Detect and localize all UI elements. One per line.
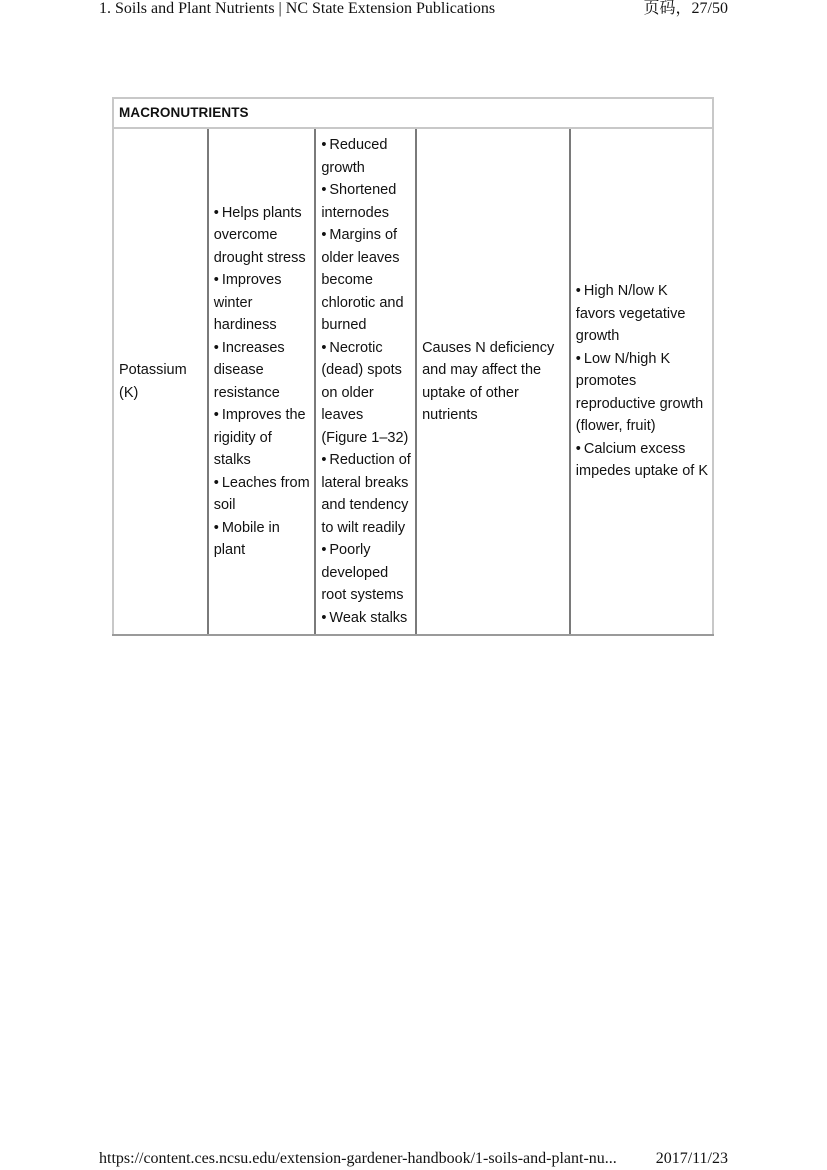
list-item-text: High N/low K favors vegetative growth	[575, 283, 686, 345]
list-item-text: Calcium excess impedes uptake of K	[575, 440, 708, 480]
print-footer	[99, 1150, 728, 1170]
list-item	[321, 337, 411, 450]
bullet-icon: •	[575, 440, 581, 457]
list-item	[214, 269, 311, 337]
deficiency-symptoms-list	[321, 134, 411, 629]
nutrient-table	[112, 97, 714, 636]
deficiency-symptoms-cell	[315, 128, 416, 635]
bullet-icon: •	[213, 339, 219, 356]
bullet-icon: •	[213, 204, 219, 221]
list-item-text: Weak stalks	[329, 609, 408, 626]
notes-list	[576, 280, 708, 483]
bullet-icon: •	[213, 407, 219, 423]
list-item	[214, 202, 311, 270]
bullet-icon: •	[321, 452, 327, 468]
list-item	[576, 280, 708, 348]
list-item	[214, 404, 311, 472]
bullet-icon: •	[213, 272, 219, 288]
bullet-icon: •	[321, 137, 327, 153]
list-item	[321, 607, 411, 630]
list-item-text: Margins of older leaves become chlorotic and burned	[321, 227, 404, 333]
list-item-text: Necrotic (dead) spots on older leaves (Figure 1–32)	[321, 339, 409, 446]
page-number: 页码，27/50	[643, 0, 728, 17]
list-item-text: Mobile in plant	[213, 519, 280, 558]
list-item	[321, 449, 411, 539]
document-title: 1. Soils and Plant Nutrients | NC State Extension Publications	[99, 0, 496, 17]
bullet-icon: •	[321, 609, 327, 626]
list-item-text: Reduction of lateral breaks and tendency to wilt readily	[321, 452, 411, 536]
list-item-text: Helps plants overcome drought stress	[213, 204, 306, 266]
list-item	[321, 224, 411, 337]
notes-cell	[570, 128, 713, 635]
list-item	[214, 472, 311, 517]
list-item-text: Improves winter hardiness	[213, 272, 282, 333]
nutrient-name-cell: Potassium (K)	[113, 128, 208, 635]
print-header	[99, 0, 728, 20]
table-header-row	[113, 98, 713, 128]
section-heading: MACRONUTRIENTS	[113, 98, 713, 128]
bullet-icon: •	[575, 283, 581, 300]
list-item-text: Shortened internodes	[321, 182, 397, 221]
list-item	[576, 438, 708, 483]
functions-list	[214, 202, 311, 562]
list-item	[321, 179, 411, 224]
list-item	[214, 517, 311, 562]
list-item-text: Low N/high K promotes reproductive growth (flower, fruit)	[575, 350, 704, 435]
list-item	[214, 337, 311, 405]
table-row	[113, 128, 713, 635]
bullet-icon: •	[213, 474, 219, 491]
bullet-icon: •	[321, 182, 327, 198]
bullet-icon: •	[321, 339, 327, 356]
list-item-text: Poorly developed root systems	[321, 542, 404, 603]
bullet-icon: •	[321, 227, 327, 243]
functions-cell	[208, 128, 316, 635]
list-item	[321, 539, 411, 607]
excess-cell: Causes N deficiency and may affect the uptake of other nutrients	[416, 128, 570, 635]
list-item	[576, 348, 708, 438]
print-date: 2017/11/23	[655, 1150, 728, 1167]
bullet-icon: •	[213, 519, 219, 536]
list-item-text: Improves the rigidity of stalks	[213, 407, 306, 468]
list-item-text: Leaches from soil	[213, 474, 310, 513]
bullet-icon: •	[575, 350, 581, 367]
list-item-text: Increases disease resistance	[213, 339, 285, 401]
list-item	[321, 134, 411, 179]
bullet-icon: •	[321, 542, 327, 558]
list-item-text: Reduced growth	[321, 137, 388, 176]
source-url: https://content.ces.ncsu.edu/extension-gardener-handbook/1-soils-and-plant-nu...	[99, 1150, 617, 1167]
